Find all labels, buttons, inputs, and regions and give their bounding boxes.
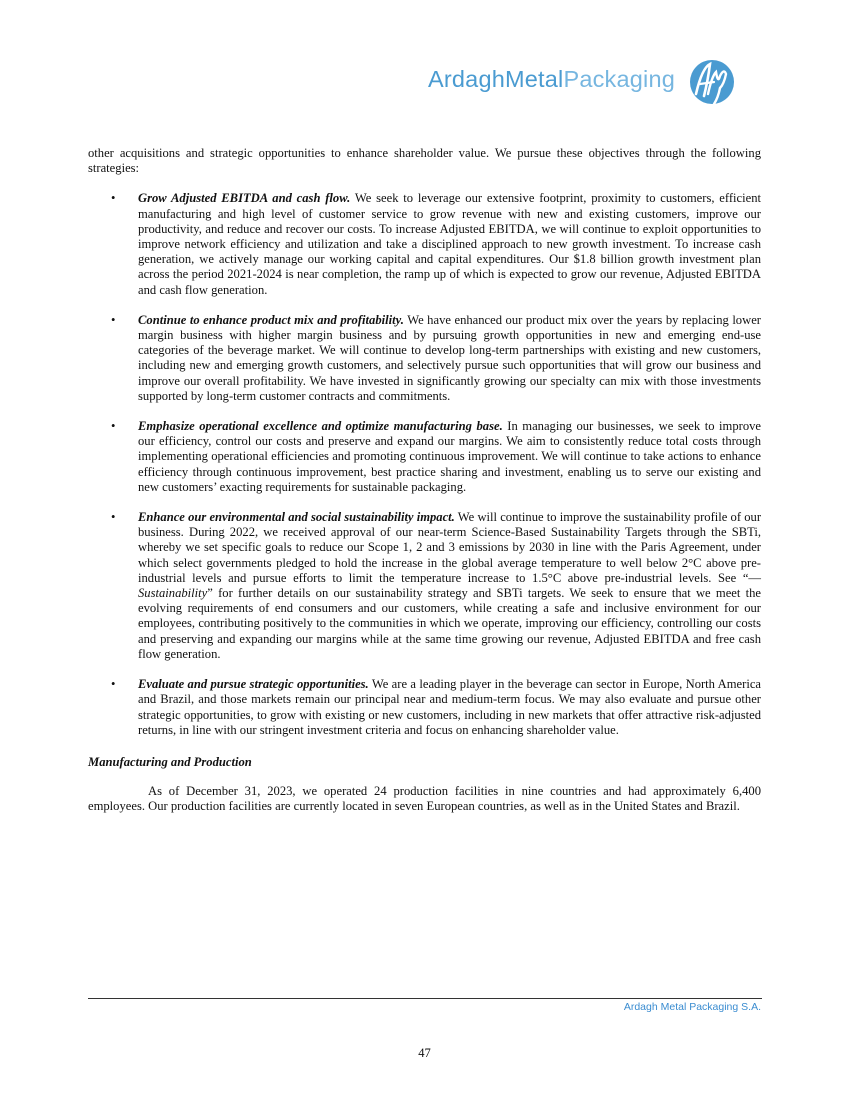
section-paragraph: As of December 31, 2023, we operated 24 production facilities in nine countries and had approximately 6,400 employees. Our production facilities are currently located in seven European countries, as well as in the United States and Brazil. bbox=[88, 784, 761, 814]
footer-divider bbox=[88, 998, 762, 999]
strategy-item bbox=[88, 191, 761, 297]
footer-company-name: Ardagh Metal Packaging S.A. bbox=[623, 1001, 761, 1013]
strategy-title: Emphasize operational excellence and optimize manufacturing base. bbox=[138, 419, 503, 434]
strategy-title: Continue to enhance product mix and profitability. bbox=[138, 312, 404, 327]
intro-paragraph: other acquisitions and strategic opportunities to enhance shareholder value. We pursue these objectives through the following strategies: bbox=[88, 146, 761, 176]
bullet-icon: • bbox=[111, 677, 116, 692]
sustainability-reference: Sustainability bbox=[138, 586, 208, 601]
strategy-text: We seek to leverage our extensive footprint, proximity to customers, efficient manufacturing and high level of customer service to grow revenue with new and existing customers, improve our productivity, and reduce and recover our costs. To increase Adjusted EBITDA, we will continue to exploit opportunities to improve network efficiency and utilization and take a disciplined approach to new growth investment. To increase cash generation, we actively manage our working capital and capital expenditures. Our $1.8 billion growth investment plan across the period 2021-2024 is near completion, the ramp up of which is expected to grow our revenue, Adjusted EBITDA and cash flow generation. bbox=[138, 191, 762, 297]
company-logo bbox=[428, 54, 748, 110]
bullet-icon: • bbox=[111, 419, 116, 434]
logo-wordmark bbox=[428, 66, 675, 93]
strategy-item bbox=[88, 313, 761, 404]
strategy-text: We will continue to improve the sustainability profile of our business. During 2022, we received approval of our near-term Science-Based Sustainability Targets through the SBTi, whereby we set specific goals to reduce our Scope 1, 2 and 3 emissions by 2030 in line with the Paris Agreement, under which select governments pledged to hold the increase in the global average temperature to well below 2°C above pre-industrial levels and pursue efforts to limit the temperature increase to 1.5°C above pre-industrial levels. See “— bbox=[138, 510, 762, 585]
strategy-title: Enhance our environmental and social sustainability impact. bbox=[138, 510, 455, 525]
logo-word-packaging: Packaging bbox=[563, 66, 675, 92]
logo-word-metal: Metal bbox=[504, 66, 564, 92]
strategy-item bbox=[88, 677, 761, 738]
page-number: 47 bbox=[418, 1046, 431, 1060]
strategy-title: Evaluate and pursue strategic opportunities. bbox=[138, 677, 369, 692]
bullet-icon: • bbox=[111, 312, 116, 327]
bullet-icon: • bbox=[111, 191, 116, 206]
page-content bbox=[88, 146, 761, 815]
strategy-text: We have enhanced our product mix over the years by replacing lower margin business with higher margin business and by pursuing growth opportunities in new and emerging end-use categories of the beverage market. We will continue to develop long-term partnerships with existing and new customers, including new and emerging growth customers, and selectively pursue such opportunities that will grow our business and improve our overall profitability. We have invested in significantly growing our specialty can mix with those investments supported by long-term customer contracts and commitments. bbox=[138, 312, 761, 403]
strategy-title: Grow Adjusted EBITDA and cash flow. bbox=[138, 191, 351, 206]
strategy-text: In managing our businesses, we seek to improve our efficiency, control our costs and preserve and expand our margins. We aim to consistently reduce total costs through implementing operational efficiencies and promoting continuous improvement. We will continue to take actions to enhance efficiency through continuous improvement, best practice sharing and investment, enabling us to serve our existing and new customers’ exacting requirements for sustainable packaging. bbox=[138, 419, 762, 494]
section-heading: Manufacturing and Production bbox=[88, 754, 252, 769]
strategy-text: We are a leading player in the beverage can sector in Europe, North America and Brazil, and those markets remain our principal near and medium-term focus. We may also evaluate and pursue other strategic opportunities, to grow with existing or new customers, including in new markets that offer attractive risk-adjusted returns, in line with our stringent investment criteria and focus on enhancing shareholder value. bbox=[138, 677, 761, 737]
strategy-text-continued: ” for further details on our sustainability strategy and SBTi targets. We seek to ensure that we meet the evolving requirements of end consumers and our customers, while creating a safe and inclusive environment for our employees, contributing positively to the communities in which we operate, improving our efficiency, controlling our costs and preserving and expanding our margins while at the same time growing our revenue, Adjusted EBITDA and free cash flow generation. bbox=[138, 586, 761, 661]
strategy-item bbox=[88, 419, 761, 495]
logo-word-ardagh: Ardagh bbox=[428, 66, 505, 92]
strategy-item bbox=[88, 510, 761, 662]
strategy-list bbox=[88, 191, 761, 738]
amp-monogram-icon bbox=[684, 54, 740, 110]
bullet-icon: • bbox=[111, 510, 116, 525]
